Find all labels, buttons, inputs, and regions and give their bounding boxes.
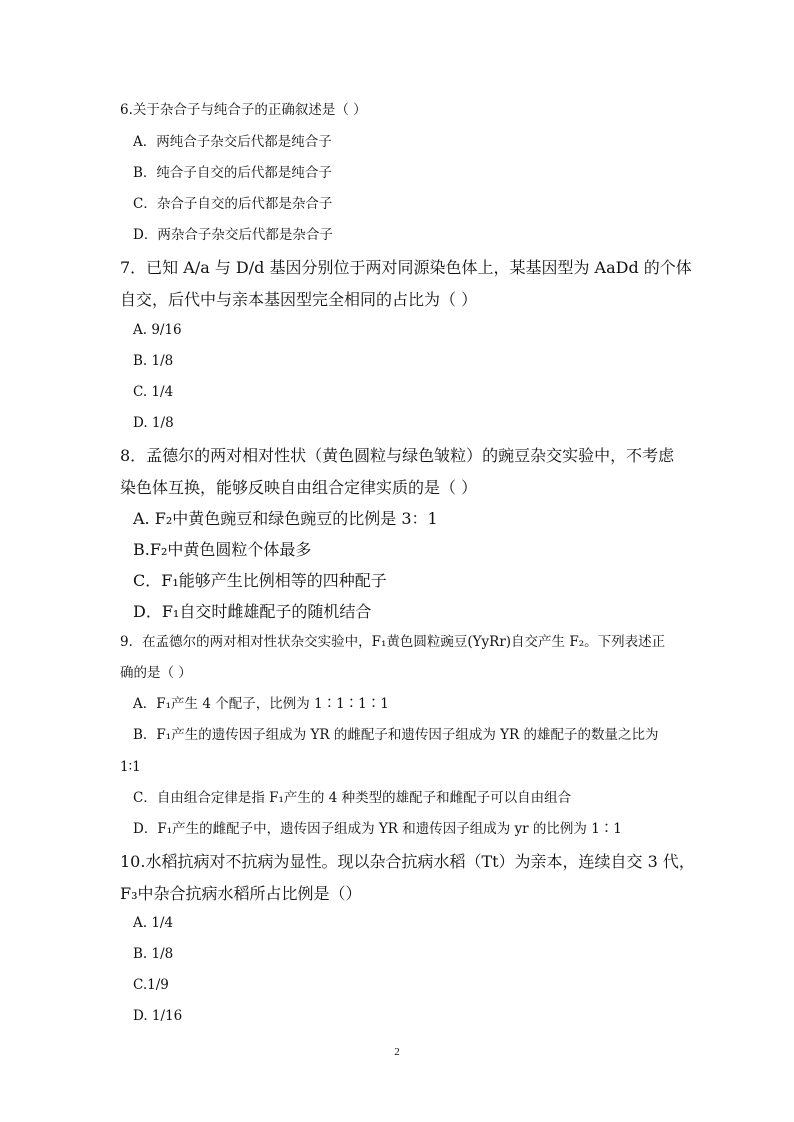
q6-option-d: D．两杂合子杂交后代都是杂合子 xyxy=(133,227,333,243)
q9-stem-2: 确的是（ ） xyxy=(120,665,192,681)
q6-option-b: B．纯合子自交的后代都是纯合子 xyxy=(133,165,332,181)
q10-option-d: D. 1/16 xyxy=(133,1008,183,1024)
q9-option-b-1: B．F₁产生的遗传因子组成为 YR 的雌配子和遗传因子组成为 YR 的雄配子的数量之比为 xyxy=(133,727,659,743)
q9-option-b-2: 1∶1 xyxy=(120,759,141,775)
q7-option-d: D. 1/8 xyxy=(133,415,174,431)
q8-option-d: D．F₁自交时雌雄配子的随机结合 xyxy=(133,602,372,621)
q9-stem-1: 9．在孟德尔的两对相对性状杂交实验中，F₁黄色圆粒豌豆(YyRr)自交产生 F₂。下列表述正 xyxy=(120,634,666,650)
q6-stem: 6.关于杂合子与纯合子的正确叙述是（ ） xyxy=(120,102,367,118)
q7-option-c: C. 1/4 xyxy=(133,384,174,400)
q6-option-a: A．两纯合子杂交后代都是纯合子 xyxy=(133,134,332,150)
q8-option-b: B.F₂中黄色圆粒个体最多 xyxy=(133,540,312,559)
q6-option-c: C．杂合子自交的后代都是杂合子 xyxy=(133,196,333,212)
q8-option-a: A. F₂中黄色豌豆和绿色豌豆的比例是 3：1 xyxy=(133,509,438,528)
q7-option-b: B. 1/8 xyxy=(133,353,174,369)
q9-option-c: C．自由组合定律是指 F₁产生的 4 种类型的雄配子和雌配子可以自由组合 xyxy=(133,790,572,806)
q8-stem-2: 染色体互换，能够反映自由组合定律实质的是（ ） xyxy=(120,478,478,497)
q8-option-c: C．F₁能够产生比例相等的四种配子 xyxy=(133,571,387,590)
q10-stem-2: F₃中杂合抗病水稻所占比例是（） xyxy=(120,884,362,903)
q7-stem-1: 7．已知 A/a 与 D/d 基因分别位于两对同源染色体上，某基因型为 AaDd 的个体 xyxy=(120,258,692,277)
q8-stem-1: 8．孟德尔的两对相对性状（黄色圆粒与绿色皱粒）的豌豆杂交实验中，不考虑 xyxy=(120,446,675,465)
q9-option-a: A．F₁产生 4 个配子，比例为 1∶1∶1∶1 xyxy=(133,696,389,712)
q10-option-b: B. 1/8 xyxy=(133,946,174,962)
q10-option-a: A. 1/4 xyxy=(133,915,174,931)
page-number: 2 xyxy=(394,1046,400,1058)
q10-option-c: C.1/9 xyxy=(133,977,169,993)
q7-option-a: A. 9/16 xyxy=(133,322,182,338)
q9-option-d: D．F₁产生的雌配子中，遗传因子组成为 YR 和遗传因子组成为 yr 的比例为 1∶1 xyxy=(133,821,622,837)
q10-stem-1: 10.水稻抗病对不抗病为显性。现以杂合抗病水稻（Tt）为亲本，连续自交 3 代， xyxy=(120,852,695,871)
q7-stem-2: 自交，后代中与亲本基因型完全相同的占比为（ ） xyxy=(120,290,478,309)
